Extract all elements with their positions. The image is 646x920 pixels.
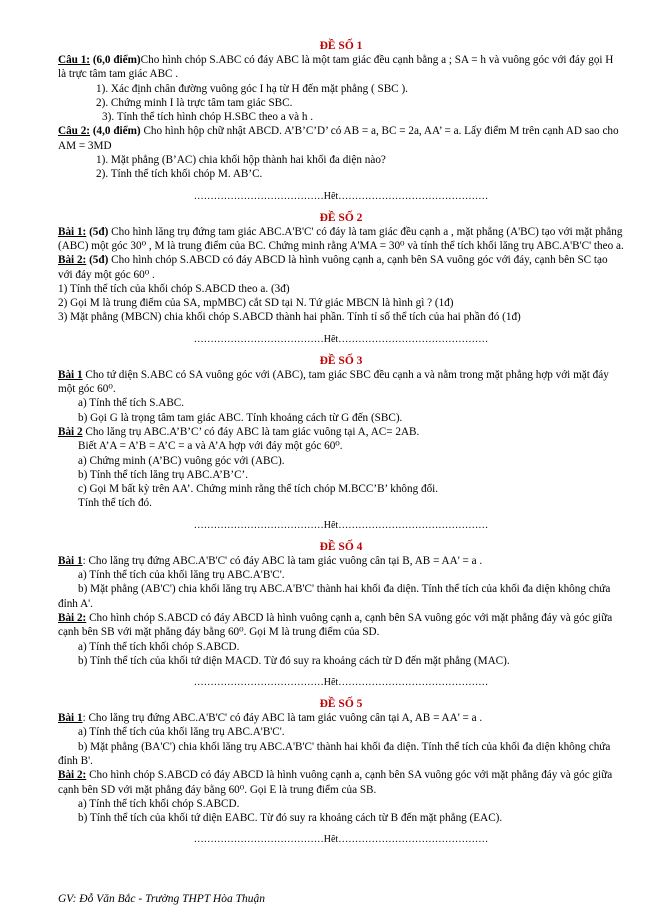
list-item: 1). Xác định chân đường vuông góc I hạ từ H đến mặt phẳng ( SBC ). xyxy=(96,82,408,95)
de-5-title: ĐỀ SỐ 5 xyxy=(319,698,363,711)
bai-2-label: Bài 2: xyxy=(58,254,87,267)
list-item: 1) Tính thể tích của khối chóp S.ABCD theo a. (3đ) xyxy=(58,282,290,295)
cau-2-label: Câu 2: xyxy=(58,125,91,138)
bai-2-text: Cho hình chóp S.ABCD có đáy ABCD là hình vuông cạnh a, cạnh bên SA vuông góc với đáy, cạnh bên SC tạo với đáy một góc 60⁰ . xyxy=(58,254,608,281)
bai-1-points: (5đ) xyxy=(89,225,109,238)
bai-2-text: Cho hình chóp S.ABCD có đáy ABCD là hình vuông cạnh a, cạnh bên SA vuông góc với mặt phẳng đáy và góc giữa cạnh bên SD với mặt phẳng đáy bằng 60⁰. Gọi E là trung điểm của SB. xyxy=(58,769,613,796)
list-item: c) Gọi M bất kỳ trên AA’. Chứng minh rằng thể tích chóp M.BCC’B’ không đổi. xyxy=(78,483,439,496)
list-item: Tính thể tích đó. xyxy=(78,497,152,510)
de-2-title: ĐỀ SỐ 2 xyxy=(319,211,363,224)
list-item: b) Tính thể tích của khối tứ diện EABC. Từ đó suy ra khoảng cách từ B đến mặt phẳng (EAC). xyxy=(78,812,503,825)
bai-1-label: Bài 1 xyxy=(58,712,83,725)
de-3-bai-1 xyxy=(58,368,624,397)
cau-2-points: (4,0 điểm) xyxy=(92,125,141,138)
bai-1-label: Bài 1 xyxy=(58,554,83,567)
end-separator: …………………………………Hết……………………………………… xyxy=(193,678,489,689)
list-item: a) Tính thể tích của khối lăng trụ ABC.A'B'C'. xyxy=(78,726,285,739)
list-item: b) Tính thể tích lăng trụ ABC.A’B’C’. xyxy=(78,468,249,481)
de-4-bai-2 xyxy=(58,611,624,640)
de-5-bai-1 xyxy=(58,711,624,725)
bai-2-text: Cho hình chóp S.ABCD có đáy ABCD là hình vuông cạnh a, cạnh bên SA vuông góc với mặt phẳng đáy và góc giữa cạnh bên SB với mặt phẳng đáy bằng 60⁰. Gọi M là trung điểm của SD. xyxy=(58,611,613,639)
list-item: 3). Tính thể tích hình chóp H.SBC theo a và h . xyxy=(102,111,314,124)
de-4-bai-1 xyxy=(58,554,624,568)
list-item: 3) Mặt phẳng (MBCN) chia khối chóp S.ABCD thành hai phần. Tính tỉ số thể tích của hai phần đó (1đ) xyxy=(58,311,521,324)
bai-2-label: Bài 2 xyxy=(58,425,83,438)
list-item: a) Tính thể tích khối chóp S.ABCD. xyxy=(78,640,240,653)
list-item: a) Tính thể tích S.ABC. xyxy=(78,397,185,410)
list-item: a) Tính thể tích của khối lăng trụ ABC.A'B'C'. xyxy=(78,569,285,582)
cau-2-text: Cho hình hộp chữ nhật ABCD. A’B’C’D’ có AB = a, BC = 2a, AA’ = a. Lấy điểm M trên cạnh AD sao cho AM = 3MD xyxy=(58,125,619,152)
bai-2-label: Bài 2: xyxy=(58,769,87,782)
bai-2-points: (5đ) xyxy=(89,254,109,267)
footer-author: GV: Đỗ Văn Bắc - Trường THPT Hòa Thuận xyxy=(58,893,265,905)
cau-1-points: (6,0 điểm) xyxy=(92,54,141,66)
bai-1-label: Bài 1: xyxy=(58,225,87,238)
de-3-title: ĐỀ SỐ 3 xyxy=(319,354,363,367)
list-item: b) Tính thể tích của khối tứ diện MACD. Từ đó suy ra khoảng cách từ D đến mặt phẳng (MAC). xyxy=(78,654,510,667)
end-separator: …………………………………Hết……………………………………… xyxy=(193,520,489,531)
de-1-cau-1 xyxy=(58,53,624,82)
list-item: 2). Chứng minh I là trực tâm tam giác SBC. xyxy=(96,96,293,109)
de-2-bai-2 xyxy=(58,253,624,282)
bai-2-given: Biết A’A = A’B = A’C = a và A’A hợp với đáy một góc 60⁰. xyxy=(78,440,343,453)
bai-1-text: Cho tứ diện S.ABC có SA vuông góc với (ABC), tam giác SBC đều cạnh a và nằm trong mặt phẳng hợp với mặt đáy một góc 60⁰. xyxy=(58,368,609,396)
de-5-bai-2 xyxy=(58,768,624,797)
de-3-bai-2 xyxy=(58,425,624,439)
end-separator: …………………………………Hết……………………………………… xyxy=(193,191,489,202)
bai-1-text: : Cho lăng trụ đứng ABC.A'B'C' có đáy ABC là tam giác vuông cân tại A, AB = AA' = a . xyxy=(82,712,483,725)
bai-2-text: Cho lăng trụ ABC.A’B’C’ có đáy ABC là tam giác vuông tại A, AC= 2AB. xyxy=(82,425,420,438)
de-1-cau-2 xyxy=(58,124,624,153)
exam-document xyxy=(58,40,624,855)
bai-1-text: : Cho lăng trụ đứng ABC.A'B'C' có đáy ABC là tam giác vuông cân tại B, AB = AA' = a . xyxy=(82,554,483,567)
list-item: 2) Gọi M là trung điểm của SA, mpMBC) cắt SD tại N. Tứ giác MBCN là hình gì ? (1đ) xyxy=(58,297,454,310)
de-1-title: ĐỀ SỐ 1 xyxy=(319,40,363,52)
end-separator: …………………………………Hết……………………………………… xyxy=(193,835,489,846)
cau-1-label: Câu 1: xyxy=(58,54,91,66)
list-item: a) Chứng minh (A’BC) vuông góc với (ABC). xyxy=(78,454,285,467)
list-item: 2). Tính thể tích khối chóp M. AB’C. xyxy=(96,168,263,181)
list-item: b) Mặt phẳng (AB'C') chia khối lăng trụ ABC.A'B'C' thành hai khối đa diện. Tính thể tích của khối đa diện không chứa đỉnh A'. xyxy=(58,583,611,610)
end-separator: …………………………………Hết……………………………………… xyxy=(193,334,489,345)
list-item: 1). Mặt phẳng (B’AC) chia khối hộp thành hai khối đa diện nào? xyxy=(96,154,386,167)
bai-1-text: Cho hình lăng trụ đứng tam giác ABC.A'B'C' có đáy là tam giác đều cạnh a , mặt phẳng (A'BC) tạo với mặt phẳng (ABC) một góc 30⁰ , M là trung điểm của BC. Chứng minh rằng A'MA = 30⁰ và tính thể tích khối lăng trụ ABC.A'B'C' theo a. xyxy=(58,225,624,252)
list-item: b) Gọi G là trọng tâm tam giác ABC. Tính khoảng cách từ G đến (SBC). xyxy=(78,411,403,424)
bai-2-label: Bài 2: xyxy=(58,611,87,624)
list-item: b) Mặt phẳng (BA'C') chia khối lăng trụ ABC.A'B'C' thành hai khối đa diện. Tính thể tích của khối đa diện không chứa đỉnh B'. xyxy=(58,740,611,767)
cau-1-text: Cho hình chóp S.ABC có đáy ABC là một tam giác đều cạnh bằng a ; SA = h và vuông góc với đáy gọi H là trực tâm tam giác ABC . xyxy=(58,54,614,81)
de-2-bai-1 xyxy=(58,225,624,254)
de-4-title: ĐỀ SỐ 4 xyxy=(319,540,363,553)
list-item: a) Tính thể tích khối chóp S.ABCD. xyxy=(78,797,240,810)
bai-1-label: Bài 1 xyxy=(58,368,83,381)
